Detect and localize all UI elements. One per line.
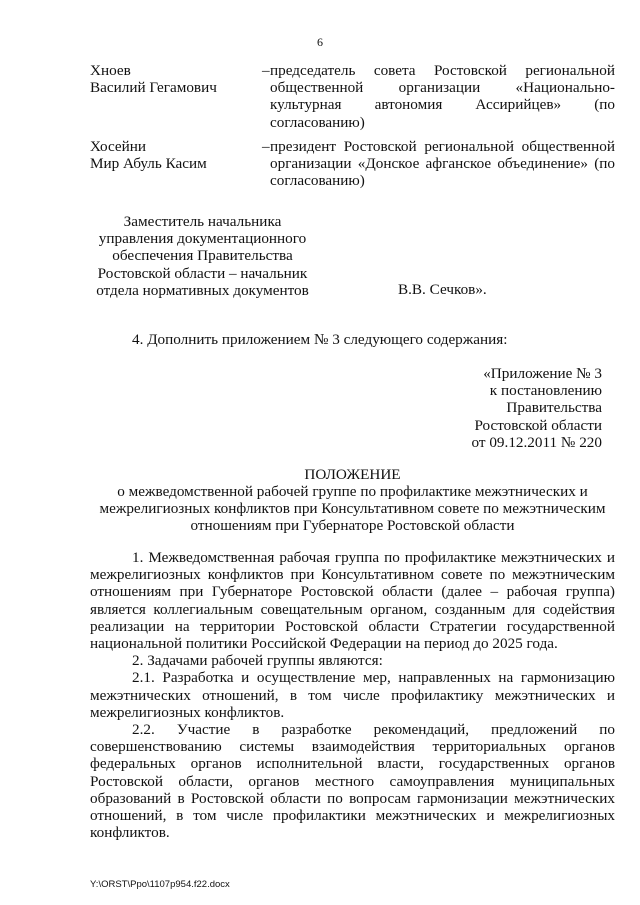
file-path-footer: Y:\ORST\Ppo\1107p954.f22.docx (90, 879, 230, 890)
paragraph: 2. Задачами рабочей группы являются: (132, 652, 383, 670)
member-name (90, 138, 260, 172)
member-surname: Хноев (90, 62, 131, 79)
paragraph: 1. Межведомственная рабочая группа по профилактике межэтнических и межрелигиозных конфликтов при Консультативном совете по межэтническим отношениям при Губернаторе Ростовской области (далее – рабочая группа) является коллегиальным совещательным органом, созданным для содействия реализации на территории Ростовской области Стратегии государственной национальной политики Российской Федерации на период до 2025 года. (90, 549, 615, 653)
appendix-ref-line: Правительства (506, 399, 602, 417)
page-number: 6 (317, 35, 323, 49)
member-given-names: Василий Гегамович (90, 79, 217, 97)
signature-title: Заместитель начальника управления документационного обеспечения Правительства Ростовской области – начальник отдела нормативных документов (96, 213, 309, 299)
signature-name: В.В. Сечков». (398, 281, 487, 298)
amendment-text: 4. Дополнить приложением № 3 следующего содержания: (132, 331, 508, 348)
paragraph: 2.1. Разработка и осуществление мер, направленных на гармонизацию межэтнических отношений, в том числе профилактику межэтнических и межрелигиозных конфликтов. (90, 669, 615, 721)
member-surname: Хосейни (90, 138, 147, 155)
member-given-names: Мир Абуль Касим (90, 155, 207, 173)
dash-separator: – (262, 138, 270, 155)
appendix-ref-line: к постановлению (489, 382, 602, 400)
paragraph: 2.2. Участие в разработке рекомендаций, предложений по совершенствованию системы взаимодействия территориальных органов федеральных органов исполнительной власти, государственных органов Ростовской области, органов местного самоуправления муниципальных образований в Ростовской области по вопросам гармонизации межэтнических отношений, в том числе профилактики межэтнических и межрелигиозных конфликтов. (90, 721, 615, 842)
appendix-reference (380, 365, 602, 451)
regulation-body (90, 549, 615, 841)
appendix-ref-line: Ростовской области (474, 416, 602, 434)
member-role: председатель совета Ростовской региональной общественной организации «Национально-культурная автономия Ассирийцев» (по согласованию) (270, 62, 615, 131)
member-role: президент Ростовской региональной общественной организации «Донское афганское объединение» (по согласованию) (270, 138, 615, 190)
member-name (90, 62, 260, 96)
regulation-subtitle: о межведомственной рабочей группе по профилактике межэтнических и межрелигиозных конфликтов при Консультативном совете по межэтническим отношениям при Губернаторе Ростовской области (99, 483, 606, 535)
regulation-title: ПОЛОЖЕНИЕ (304, 466, 401, 483)
appendix-ref-line: «Приложение № 3 (483, 365, 602, 382)
appendix-ref-line: от 09.12.2011 № 220 (471, 433, 602, 451)
dash-separator: – (262, 62, 270, 79)
